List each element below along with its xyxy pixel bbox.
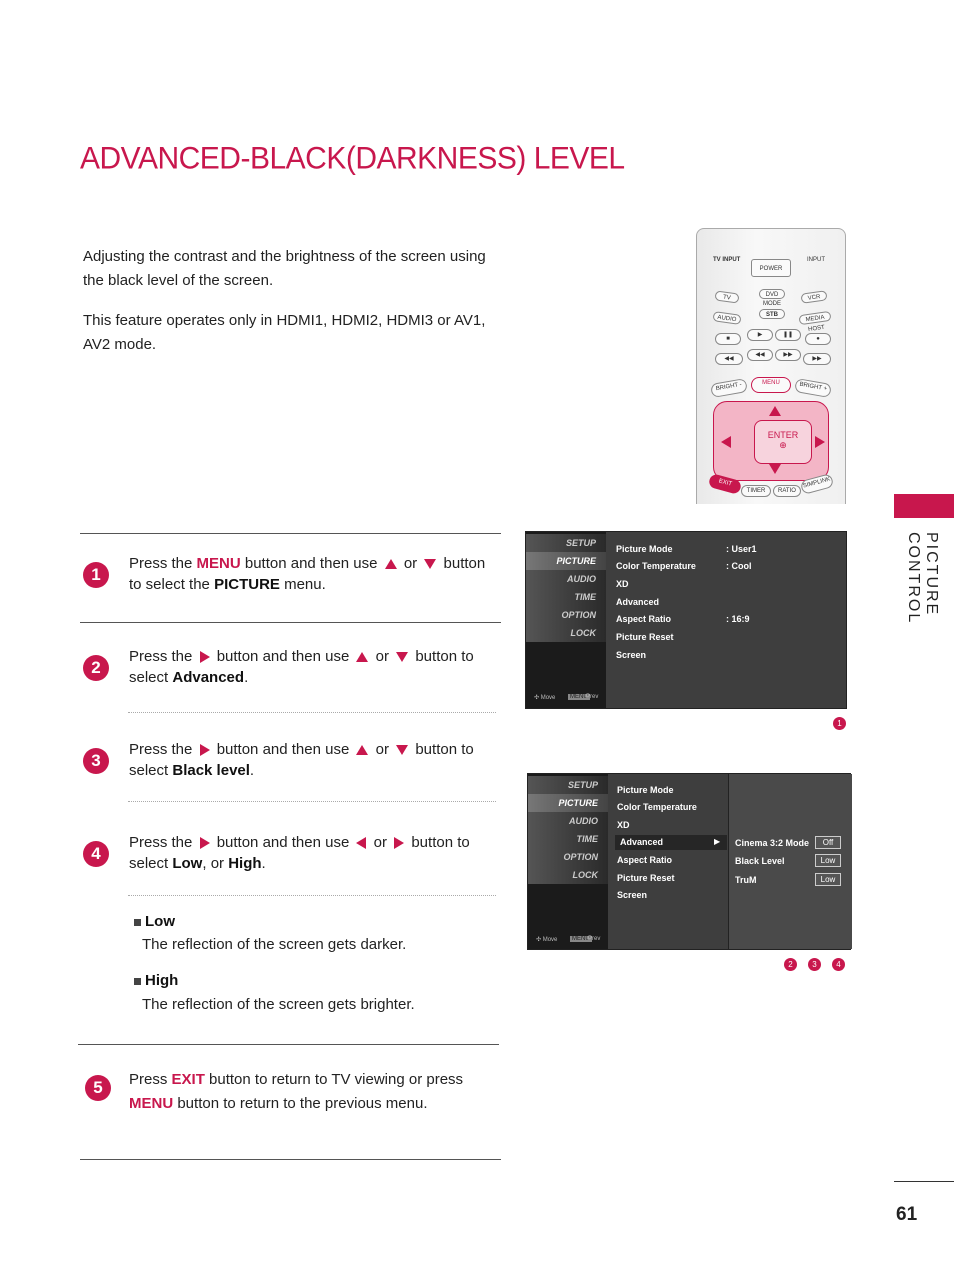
record-button: ●	[805, 333, 831, 345]
text: or	[399, 555, 422, 572]
step-ref-badge: 2	[784, 958, 797, 971]
text: Press the	[129, 741, 197, 758]
text: menu.	[279, 576, 326, 593]
menu-keyword: MENU	[196, 555, 241, 572]
option-label: High	[145, 972, 179, 989]
option-high	[134, 972, 178, 989]
down-arrow-icon	[769, 464, 781, 474]
step-ref-badge: 1	[833, 717, 846, 730]
osd-sidebar-item: OPTION	[528, 848, 608, 866]
fast-forward-button: ▶▶	[775, 349, 801, 361]
left-arrow-icon	[356, 837, 366, 849]
divider	[80, 1159, 501, 1160]
text: button and then use	[240, 555, 382, 572]
up-arrow-icon	[385, 559, 397, 569]
skip-back-button: ◀◀	[715, 353, 743, 365]
text: .	[249, 762, 255, 779]
text: Move	[542, 937, 558, 943]
osd-row-label: Picture Reset	[617, 873, 675, 883]
osd-row-label: Picture Reset	[616, 632, 674, 642]
timer-button: TIMER	[741, 485, 771, 497]
page-title: ADVANCED-BLACK(DARKNESS) LEVEL	[80, 141, 625, 176]
text: button and then use	[212, 834, 354, 851]
power-label: POWER	[759, 266, 783, 272]
exit-button: EXIT	[708, 473, 743, 495]
osd-row-label: Picture Mode	[617, 785, 674, 795]
text: or	[371, 648, 394, 665]
text: or	[369, 834, 392, 851]
osd-menu-advanced	[527, 773, 851, 950]
text: button and then use	[212, 648, 354, 665]
step-2-text	[129, 646, 497, 688]
step-2-badge: 2	[83, 655, 109, 681]
osd-sidebar-item: LOCK	[528, 866, 608, 884]
option-label: Low	[145, 913, 175, 930]
step-ref-badge: 4	[832, 958, 845, 971]
text: Move	[540, 695, 556, 701]
tv-button: TV	[714, 290, 739, 303]
osd-row-label: Picture Mode	[616, 544, 673, 554]
intro-paragraph-1: Adjusting the contrast and the brightness of the screen using the black level of the screen.	[83, 248, 486, 289]
bullet-icon	[134, 919, 141, 926]
step-4-text	[129, 832, 497, 874]
down-arrow-icon	[396, 745, 408, 755]
osd-sidebar-item: TIME	[528, 830, 608, 848]
section-label	[904, 532, 940, 702]
osd-sub-value: Low	[815, 873, 841, 886]
right-arrow-icon	[815, 436, 825, 448]
simplink-button: SIMPLINK	[800, 473, 835, 495]
page-number: 61	[896, 1204, 918, 1225]
osd-sidebar-item: PICTURE	[528, 794, 608, 812]
osd-row-label: XD	[616, 579, 629, 589]
ratio-button: RATIO	[773, 485, 801, 497]
section-label-text: PICTURE CONTROL	[905, 532, 940, 625]
up-arrow-icon	[356, 745, 368, 755]
enter-label: ENTER	[767, 430, 799, 440]
divider	[80, 622, 501, 623]
step-3-text	[129, 739, 497, 781]
text: , or	[202, 855, 229, 872]
power-button	[751, 259, 791, 277]
step-ref-badge: 3	[808, 958, 821, 971]
osd-footer-move: ✣ Move	[536, 937, 558, 943]
navigation-pad	[713, 401, 829, 481]
pause-button: ❚❚	[775, 329, 801, 341]
step-4-badge: 4	[83, 841, 109, 867]
right-arrow-icon	[200, 651, 210, 663]
osd-row-label: Advanced	[616, 597, 660, 607]
osd-sidebar	[528, 774, 608, 949]
osd-sub-value: Low	[815, 854, 841, 867]
rewind-button: ◀◀	[747, 349, 773, 361]
up-arrow-icon	[769, 406, 781, 416]
osd-row-label: Color Temperature	[616, 561, 696, 571]
text: button to return to TV viewing or press	[204, 1071, 464, 1088]
osd-sub-value: Off	[815, 836, 841, 849]
osd-row-label: Screen	[616, 650, 647, 660]
divider	[78, 1044, 499, 1045]
osd-sidebar-item: SETUP	[528, 776, 608, 794]
osd-sub-label: Black Level	[735, 856, 785, 866]
osd-sidebar-item: OPTION	[526, 606, 606, 624]
text: button to select	[129, 741, 474, 779]
enter-button: ENTER ⊕	[754, 420, 812, 464]
osd-footer-menu: MENU	[570, 694, 588, 700]
option-low-desc: The reflection of the screen gets darker.	[142, 936, 407, 953]
bright-plus-button: BRIGHT +	[794, 378, 832, 398]
text: button and then use	[212, 741, 354, 758]
play-button: ▶	[747, 329, 773, 341]
step-5-text	[129, 1068, 497, 1116]
bright-minus-button: BRIGHT -	[710, 378, 748, 398]
osd-row-label: Aspect Ratio	[617, 855, 673, 865]
dvd-button: DVD	[759, 289, 785, 299]
exit-keyword: EXIT	[171, 1071, 205, 1088]
step-1-badge: 1	[83, 562, 109, 588]
option-low	[134, 913, 175, 930]
tv-input-label: TV INPUT	[713, 257, 741, 263]
osd-sub-label: Cinema 3:2 Mode	[735, 838, 810, 848]
stop-button: ■	[715, 333, 741, 345]
step-3-badge: 3	[83, 748, 109, 774]
osd-footer-move: ✣ Move	[534, 695, 556, 701]
osd-sidebar-item: AUDIO	[526, 570, 606, 588]
osd-footer-prev: Prev	[586, 694, 599, 700]
text: button to select	[129, 648, 474, 686]
media-host-button: MEDIA HOST	[798, 311, 831, 325]
text: .	[244, 669, 249, 686]
osd-sidebar	[526, 532, 606, 708]
text: Press	[129, 1071, 172, 1088]
osd-row-label: Advanced	[620, 837, 664, 847]
text: button to select	[129, 834, 470, 872]
osd-sidebar-item: SETUP	[526, 534, 606, 552]
audio-button: AUDIO	[712, 311, 741, 325]
menu-button: MENU	[751, 377, 791, 393]
osd-sidebar-item: LOCK	[526, 624, 606, 642]
osd-row-value: : User1	[726, 544, 757, 554]
down-arrow-icon	[424, 559, 436, 569]
divider	[128, 712, 496, 713]
osd-row-label: Aspect Ratio	[616, 614, 672, 624]
text: Press the	[129, 834, 197, 851]
text: button to return to the previous menu.	[173, 1095, 428, 1112]
osd-menu-picture	[525, 531, 847, 709]
osd-row-label: Screen	[617, 890, 648, 900]
black-level-keyword: Black level	[172, 762, 250, 779]
right-arrow-icon: ▶	[714, 837, 721, 846]
up-arrow-icon	[356, 652, 368, 662]
input-label: INPUT	[807, 257, 825, 263]
bullet-icon	[134, 978, 141, 985]
text: Press the	[129, 648, 197, 665]
intro-paragraph-2: This feature operates only in HDMI1, HDMI2, HDMI3 or AV1, AV2 mode.	[83, 312, 486, 353]
osd-row-label: Color Temperature	[617, 802, 697, 812]
advanced-keyword: Advanced	[172, 669, 245, 686]
option-high-desc: The reflection of the screen gets brighter.	[142, 996, 415, 1013]
right-arrow-icon	[200, 744, 210, 756]
osd-row-value: : Cool	[726, 561, 752, 571]
divider	[128, 895, 496, 896]
low-keyword: Low	[172, 855, 203, 872]
mode-label: MODE	[763, 301, 781, 307]
step-1-text	[129, 553, 497, 595]
left-arrow-icon	[721, 436, 731, 448]
vcr-button: VCR	[800, 290, 827, 304]
text: Press the	[129, 555, 197, 572]
osd-sidebar-item: PICTURE	[526, 552, 606, 570]
osd-footer-menu: MENU	[572, 936, 590, 942]
right-arrow-icon	[200, 837, 210, 849]
osd-sidebar-item: AUDIO	[528, 812, 608, 830]
osd-row-label: XD	[617, 820, 630, 830]
osd-footer-prev: Prev	[588, 936, 601, 942]
remote-control	[696, 228, 846, 504]
section-tab	[894, 494, 954, 518]
down-arrow-icon	[396, 652, 408, 662]
osd-sidebar-item: TIME	[526, 588, 606, 606]
divider	[80, 533, 501, 534]
osd-row-value: : 16:9	[726, 614, 750, 624]
text: button to select the	[129, 555, 486, 593]
stb-button: STB	[759, 309, 785, 319]
text: .	[261, 855, 266, 872]
picture-keyword: PICTURE	[214, 576, 280, 593]
page-number-rule	[894, 1181, 954, 1182]
step-5-badge: 5	[85, 1075, 111, 1101]
menu-keyword: MENU	[129, 1095, 174, 1112]
skip-forward-button: ▶▶	[803, 353, 831, 365]
divider	[128, 801, 496, 802]
high-keyword: High	[228, 855, 262, 872]
osd-sub-label: TruM	[735, 875, 757, 885]
text: or	[371, 741, 394, 758]
right-arrow-icon	[394, 837, 404, 849]
